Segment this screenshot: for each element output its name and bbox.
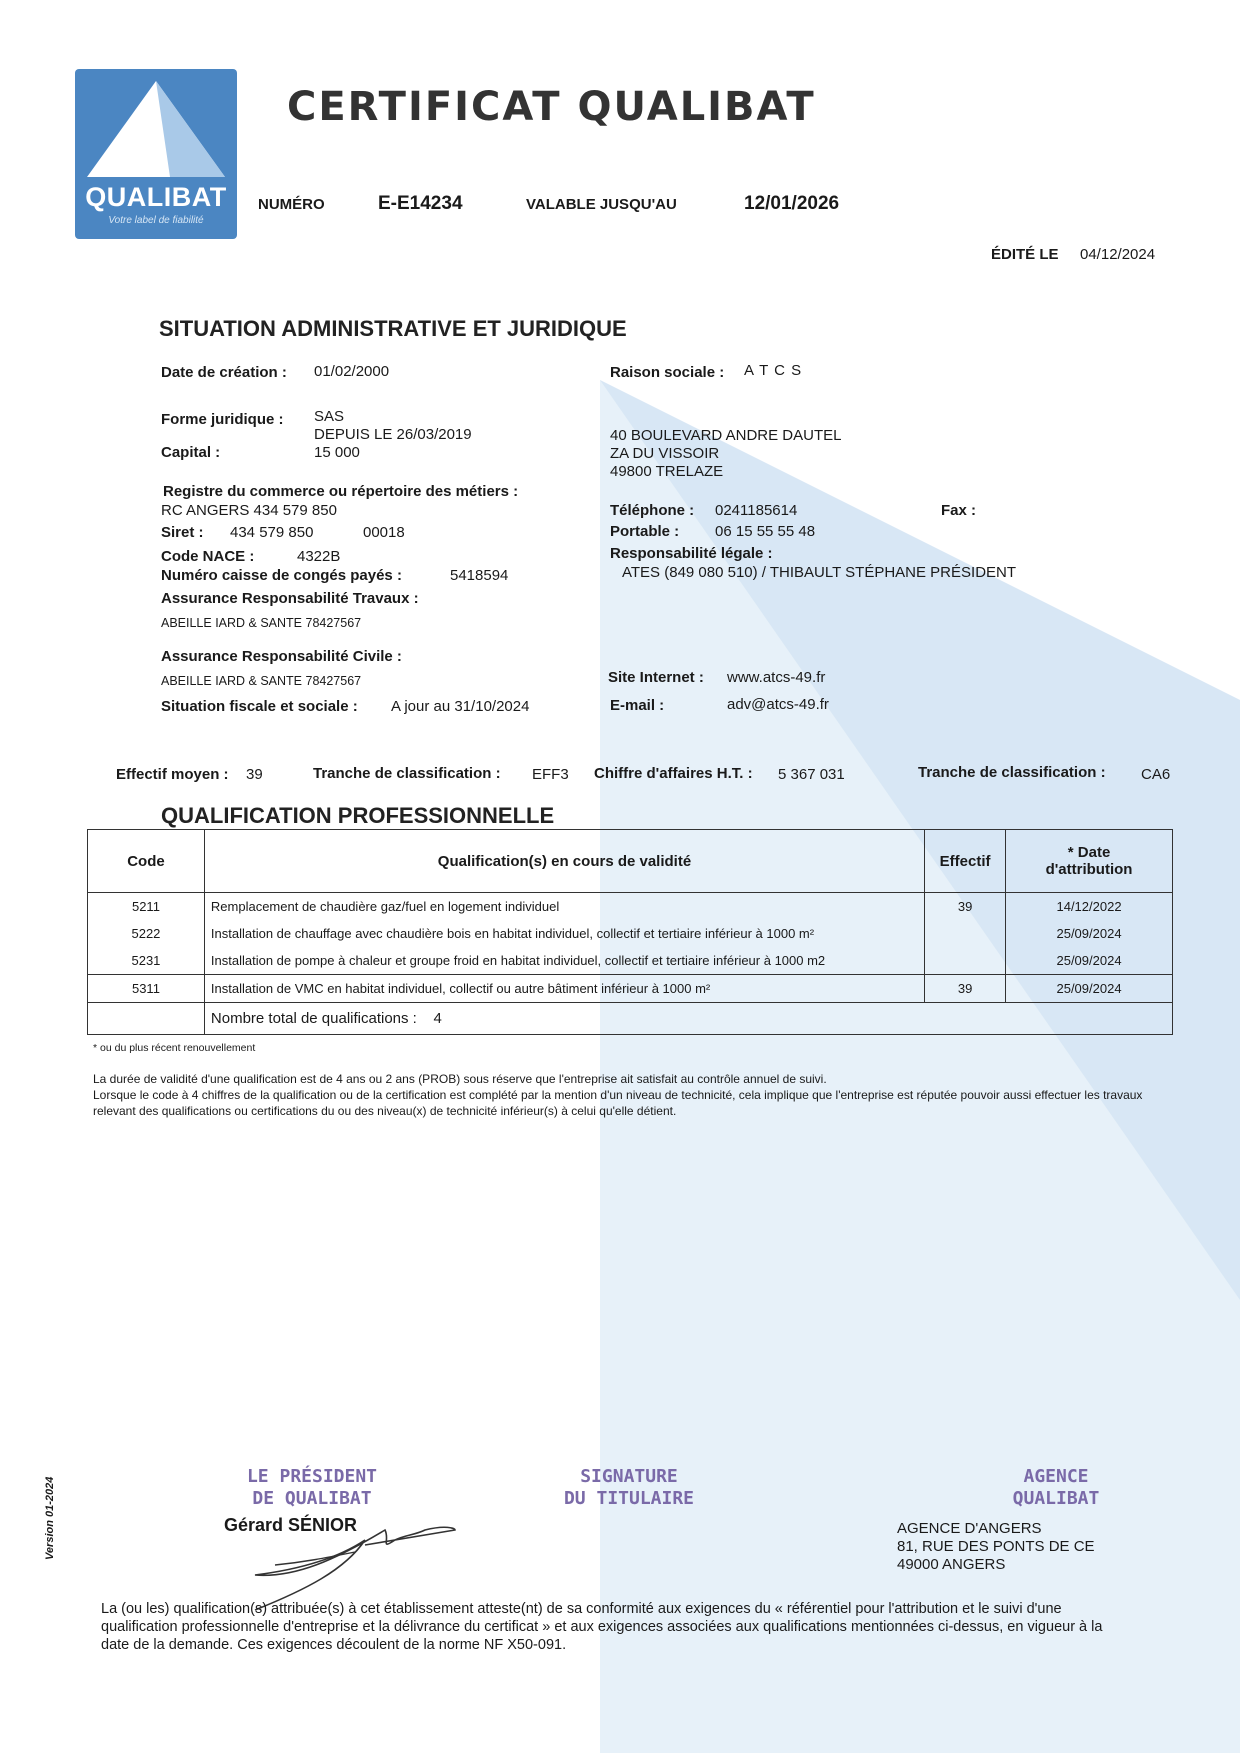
nace-value: 4322B: [297, 548, 341, 565]
responsabilite-value: ATES (849 080 510) / THIBAULT STÉPHANE PRÉSIDENT: [622, 564, 1017, 581]
tranche-ca-value: CA6: [1141, 766, 1171, 783]
row-date: 25/09/2024: [1006, 975, 1173, 1003]
row-date: 25/09/2024: [1006, 947, 1173, 975]
valable-label: VALABLE JUSQU'AU: [526, 196, 677, 213]
row-code: 5311: [88, 975, 205, 1003]
responsabilite-label: Responsabilité légale :: [610, 545, 773, 562]
qualif-heading: QUALIFICATION PROFESSIONNELLE: [161, 803, 555, 828]
table-header-row: [88, 830, 1173, 893]
siret-suffix: 00018: [363, 524, 405, 541]
row-code: 5211: [88, 893, 205, 921]
numero-label: NUMÉRO: [258, 196, 325, 213]
forme-value: SAS: [314, 408, 345, 425]
raison-value: A T C S: [744, 362, 803, 379]
numero-value: E-E14234: [378, 193, 463, 214]
ca-value: 5 367 031: [778, 766, 845, 783]
valable-value: 12/01/2026: [744, 193, 840, 214]
agence-heading-line1: AGENCE: [1023, 1466, 1089, 1487]
assur-travaux-value: ABEILLE IARD & SANTE 78427567: [161, 616, 362, 630]
row-date: 14/12/2022: [1006, 893, 1173, 921]
date-creation-value: 01/02/2000: [314, 363, 390, 380]
table-total-row: [88, 1003, 1173, 1035]
capital-label: Capital :: [161, 444, 221, 461]
agence-heading: [996, 1466, 1116, 1510]
titulaire-heading-line1: SIGNATURE: [580, 1466, 678, 1487]
fax-label: Fax :: [941, 502, 977, 519]
total-cell: [204, 1003, 1172, 1035]
validity-note: La durée de validité d'une qualification est de 4 ans ou 2 ans (PROB) sous réserve que l'entreprise ait satisfait au contrôle annuel de suivi.: [93, 1072, 827, 1086]
president-heading-line2: DE QUALIBAT: [252, 1488, 372, 1509]
nace-label: Code NACE :: [161, 548, 255, 565]
ca-label: Chiffre d'affaires H.T. :: [594, 765, 753, 782]
assur-civile-label: Assurance Responsabilité Civile :: [161, 648, 402, 665]
agence-address-line1: AGENCE D'ANGERS: [897, 1520, 1042, 1537]
row-date: 25/09/2024: [1006, 920, 1173, 947]
capital-value: 15 000: [314, 444, 360, 461]
fiscale-value: A jour au 31/10/2024: [391, 698, 530, 715]
date-creation-label: Date de création :: [161, 364, 287, 381]
email-link[interactable]: adv@atcs-49.fr: [727, 696, 829, 713]
adresse-line1: 40 BOULEVARD ANDRE DAUTEL: [610, 427, 842, 444]
qualification-table: [87, 829, 1173, 1035]
registre-label: Registre du commerce ou répertoire des métiers :: [163, 483, 519, 500]
table-row: [88, 893, 1173, 921]
tranche-effectif-value: EFF3: [532, 766, 569, 783]
agence-address-line3: 49000 ANGERS: [897, 1556, 1006, 1573]
document-title: CERTIFICAT QUALIBAT: [287, 84, 816, 130]
version-label: Version 01-2024: [44, 1476, 56, 1560]
col-header-date-line2: d'attribution: [1045, 861, 1133, 878]
row-qualification: Installation de pompe à chaleur et groupe froid en habitat individuel, collectif et tertiaire inférieur à 1000 m2: [204, 947, 924, 975]
president-name: Gérard SÉNIOR: [224, 1515, 358, 1535]
total-label: Nombre total de qualifications :: [210, 1010, 417, 1027]
col-header-date-line1: * Date: [1067, 844, 1111, 861]
president-heading-line1: LE PRÉSIDENT: [246, 1466, 378, 1487]
site-link[interactable]: www.atcs-49.fr: [727, 669, 826, 686]
row-qualification: Installation de VMC en habitat individuel, collectif ou autre bâtiment inférieur à 1000 m²: [204, 975, 924, 1003]
raison-label: Raison sociale :: [610, 364, 725, 381]
row-effectif: 39: [925, 975, 1006, 1003]
effectif-value: 39: [246, 766, 263, 783]
col-header-effectif: Effectif: [925, 830, 1006, 893]
edite-value: 04/12/2024: [1080, 246, 1156, 263]
qualibat-logo: [75, 69, 237, 239]
table-row: [88, 947, 1173, 975]
titulaire-heading-line2: DU TITULAIRE: [563, 1488, 695, 1509]
row-effectif: [925, 947, 1006, 975]
row-code: 5222: [88, 920, 205, 947]
row-qualification: Remplacement de chaudière gaz/fuel en logement individuel: [204, 893, 924, 921]
telephone-label: Téléphone :: [610, 502, 695, 519]
total-empty-cell: [88, 1003, 205, 1035]
telephone-value: 0241185614: [715, 502, 798, 519]
row-effectif: 39: [925, 893, 1006, 921]
logo-tagline: Votre label de fiabilité: [108, 215, 204, 226]
siret-label: Siret :: [161, 524, 204, 541]
portable-value: 06 15 55 55 48: [715, 523, 816, 540]
table-row: [88, 920, 1173, 947]
col-header-code: Code: [88, 830, 205, 893]
assur-travaux-label: Assurance Responsabilité Travaux :: [161, 590, 419, 607]
tranche-effectif-label: Tranche de classification :: [313, 765, 501, 782]
email-label: E-mail :: [610, 697, 665, 714]
col-header-date: [1006, 830, 1173, 893]
effectif-label: Effectif moyen :: [116, 766, 229, 783]
forme-label: Forme juridique :: [161, 411, 284, 428]
row-effectif: [925, 920, 1006, 947]
edite-label: ÉDITÉ LE: [991, 246, 1059, 263]
conges-label: Numéro caisse de congés payés :: [161, 567, 402, 584]
tranche-ca-label: Tranche de classification :: [918, 764, 1106, 781]
agence-address-line2: 81, RUE DES PONTS DE CE: [897, 1538, 1095, 1555]
total-value: 4: [433, 1010, 442, 1027]
assur-civile-value: ABEILLE IARD & SANTE 78427567: [161, 674, 362, 688]
agence-heading-line2: QUALIBAT: [1012, 1488, 1100, 1509]
logo-text: QUALIBAT: [85, 182, 227, 212]
footer-text: La (ou les) qualification(s) attribuée(s) à cet établissement atteste(nt) de sa conformité aux exigences du « référentiel pour l'attribution et le suivi d'une qualification professionnelle d'entreprise et la délivrance du certificat » et aux exigences associées aux qualifications mentionnées ci-dessus, en vigueur à la date de la demande. Ces exigences découlent de la norme NF X50-091.: [101, 1601, 1103, 1653]
asterisk-note: * ou du plus récent renouvellement: [93, 1042, 256, 1054]
row-qualification: Installation de chauffage avec chaudière bois en habitat individuel, collectif et tertiaire inférieur à 1000 m²: [204, 920, 924, 947]
pyramid-icon: [75, 69, 237, 239]
titulaire-heading: [539, 1466, 719, 1510]
table-row: [88, 975, 1173, 1003]
forme-depuis: DEPUIS LE 26/03/2019: [314, 426, 472, 443]
fiscale-label: Situation fiscale et sociale :: [161, 698, 358, 715]
row-code: 5231: [88, 947, 205, 975]
adresse-line2: ZA DU VISSOIR: [610, 445, 720, 462]
siret-value: 434 579 850: [230, 524, 314, 541]
admin-heading: SITUATION ADMINISTRATIVE ET JURIDIQUE: [159, 316, 627, 341]
technicity-note: Lorsque le code à 4 chiffres de la qualification ou de la certification est complété par la mention d'un niveau de technicité, cela implique que l'entreprise est réputée pouvoir aussi effectuer les travaux relevant des qualifications ou certifications du ou des niveau(x) de technicité inférieur(s) à celui qu'elle détient.: [93, 1088, 1143, 1118]
conges-value: 5418594: [450, 567, 509, 584]
registre-value: RC ANGERS 434 579 850: [161, 502, 337, 519]
col-header-qualification: Qualification(s) en cours de validité: [204, 830, 924, 893]
site-label: Site Internet :: [608, 669, 704, 686]
portable-label: Portable :: [610, 523, 680, 540]
adresse-line3: 49800 TRELAZE: [610, 463, 724, 480]
